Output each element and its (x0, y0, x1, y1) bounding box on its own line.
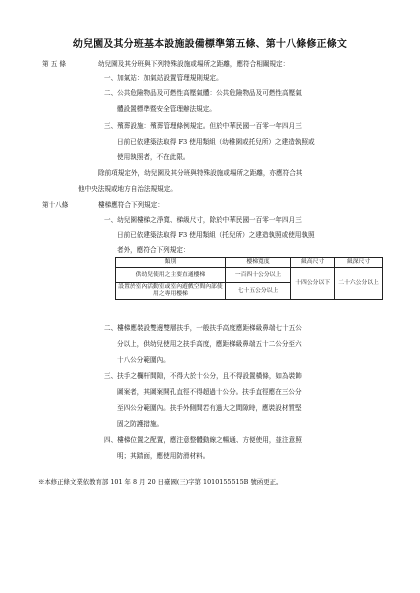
article-18-line: 樓梯應符合下列規定： (98, 201, 164, 209)
article-5-label: 第 五 條 (42, 60, 66, 68)
table-cell-tread: 二十六公分以上 (335, 268, 383, 300)
document-title: 幼兒園及其分班基本設施設備標準第五條、第十八條修正條文 (72, 39, 348, 50)
article-18-line: 三、扶手之欄杆間隙，不得大於十公分，且不得設置橫條，如為裝飾 (104, 372, 302, 380)
table-header-row (116, 258, 383, 268)
article-18-line: 者外，應符合下列規定： (117, 246, 190, 254)
table-header-riser: 級高尺寸 (291, 258, 335, 268)
article-18-line: 至四公分範圍內。扶手外側間若有過大之間隙時，應裝設材質堅 (117, 404, 302, 412)
article-18-line: 圖案者，其圖案開孔直徑不得超過十公分。扶手直徑應在三公分 (117, 388, 302, 396)
table-cell-category: 設置於室內活動室或室內遊戲空間內部使用之專用樓梯 (116, 283, 226, 300)
article-5-line: 他中央法規或地方自治法規規定。 (78, 185, 177, 193)
article-18-label: 第十八條 (42, 201, 69, 209)
article-18-line: 分以上，供幼兒使用之扶手高度，應距梯級鼻端五十二公分至六 (117, 340, 302, 348)
article-5-line: 使用執照者，不在此限。 (117, 153, 190, 161)
footnote: ※本修正條文業依教育部 101 年 8 月 20 日臺國(三)字第 1010155515B 號函更正。 (38, 478, 283, 486)
article-5-line: 除前項規定外，幼兒園及其分班與特殊設施或場所之距離，亦應符合其 (98, 169, 303, 177)
table-header-width: 樓梯寬度 (225, 258, 290, 268)
article-5-line: 一、加氣站：加氣站設置管理規則規定。 (104, 74, 223, 82)
table-header-tread: 級深尺寸 (335, 258, 383, 268)
table-row (116, 268, 383, 283)
table-cell-category: 供幼兒使用之主要直通樓梯 (116, 268, 226, 283)
article-5-line: 三、殯葬設施：殯葬管理條例規定。但於中華民國一百零一年四月三 (104, 122, 302, 130)
article-18-line: 日前已依建築法取得 F3 使用類組（托兒所）之建造執照或使用執照 (117, 231, 315, 239)
article-18-line: 二、樓梯應裝設雙邊雙層扶手，一般扶手高度應距梯級鼻端七十五公 (104, 324, 302, 332)
article-5-line: 日前已依建築法取得 F3 使用類組（幼稚園或托兒所）之建造執照或 (117, 138, 315, 146)
article-5-line: 體設置標準暨安全管理辦法規定。 (117, 105, 216, 113)
article-18-line: 固之防護措施。 (117, 420, 164, 428)
article-18-line: 十八公分範圍內。 (117, 356, 170, 364)
table-cell-riser: 十四公分以下 (291, 268, 335, 300)
article-5-line: 幼兒園及其分班與下列特殊設施或場所之距離，應符合相關規定： (98, 60, 290, 68)
article-5-line: 二、公共危險物品及可燃性高壓氣體：公共危險物品及可燃性高壓氣 (104, 89, 302, 97)
article-18-line: 一、幼兒園樓梯之淨寬、梯級尺寸，除於中華民國一百零一年四月三 (104, 216, 302, 224)
table-cell-width: 一百四十公分以上 (225, 268, 290, 283)
stair-spec-table (115, 257, 383, 300)
article-18-line: 明；其踏面，應使用防滑材料。 (117, 452, 210, 460)
article-18-line: 四、樓梯位置之配置，應注意整體動線之暢通、方便使用，並注意照 (104, 436, 302, 444)
table-header-category: 類別 (116, 258, 226, 268)
table-cell-width: 七十五公分以上 (225, 283, 290, 300)
